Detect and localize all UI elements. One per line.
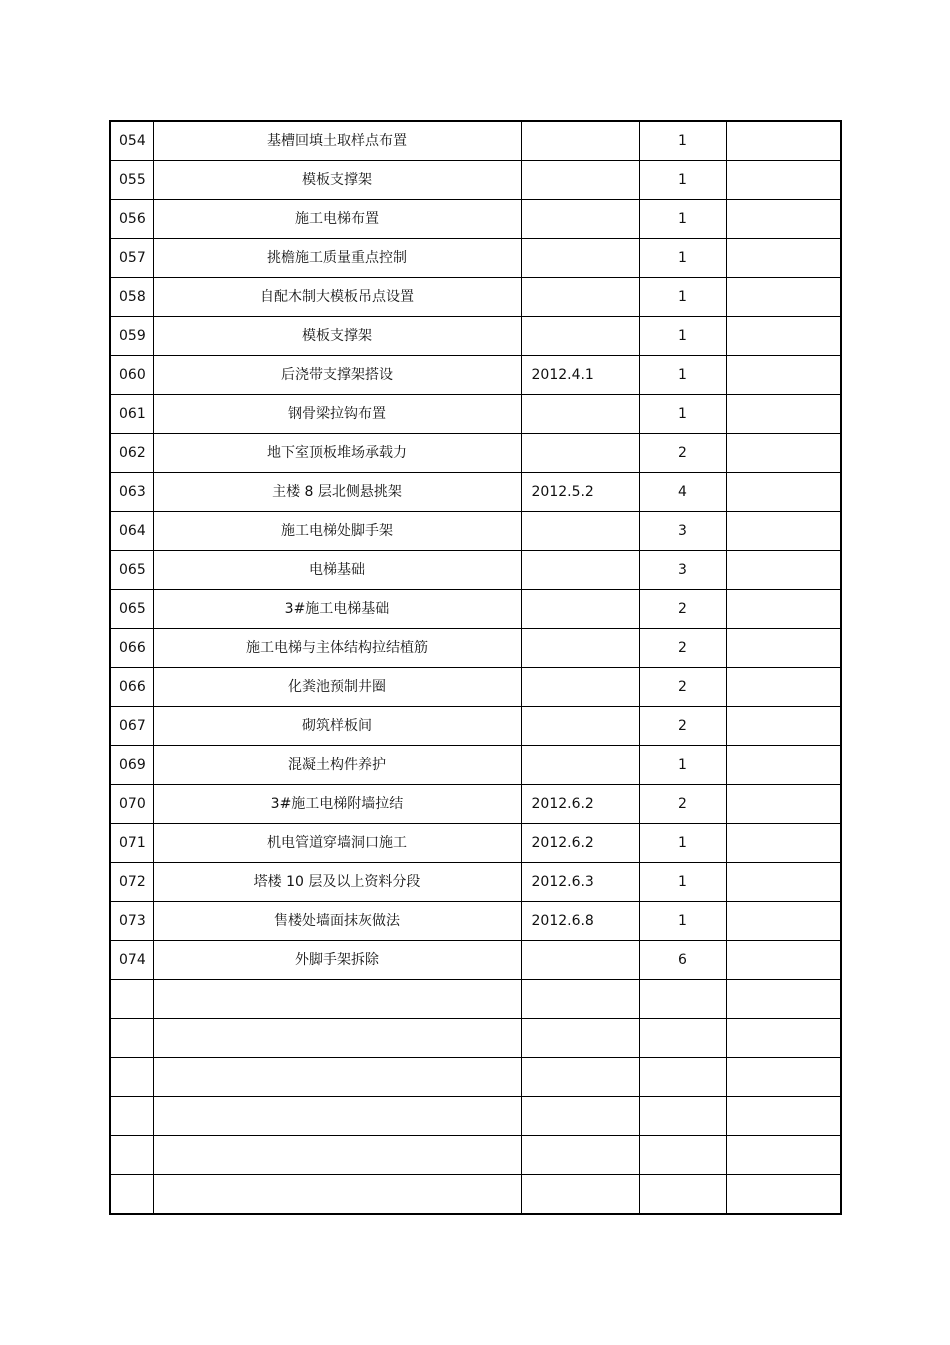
row-note-cell [726, 356, 841, 395]
row-pages-cell: 2 [639, 707, 726, 746]
row-title-cell: 主楼 8 层北侧悬挑架 [153, 473, 521, 512]
row-note-cell [726, 980, 841, 1019]
row-number-cell: 064 [110, 512, 153, 551]
row-date-cell [521, 668, 639, 707]
row-date-cell: 2012.6.3 [521, 863, 639, 902]
row-number-cell: 057 [110, 239, 153, 278]
row-date-cell [521, 121, 639, 161]
row-date-cell [521, 1175, 639, 1215]
row-number-cell: 062 [110, 434, 153, 473]
row-pages-cell: 1 [639, 395, 726, 434]
row-date-cell [521, 1019, 639, 1058]
row-date-cell [521, 629, 639, 668]
row-date-cell [521, 1058, 639, 1097]
row-pages-cell: 1 [639, 356, 726, 395]
row-pages-cell [639, 1136, 726, 1175]
row-date-cell: 2012.6.2 [521, 785, 639, 824]
row-pages-cell: 1 [639, 863, 726, 902]
row-title-cell: 模板支撑架 [153, 317, 521, 356]
row-pages-cell: 4 [639, 473, 726, 512]
row-number-cell: 054 [110, 121, 153, 161]
row-number-cell [110, 1058, 153, 1097]
row-pages-cell: 3 [639, 512, 726, 551]
row-title-cell: 模板支撑架 [153, 161, 521, 200]
row-date-cell [521, 551, 639, 590]
row-pages-cell: 1 [639, 317, 726, 356]
row-note-cell [726, 668, 841, 707]
row-note-cell [726, 278, 841, 317]
row-title-cell: 机电管道穿墙洞口施工 [153, 824, 521, 863]
row-number-cell [110, 1019, 153, 1058]
table-row [110, 668, 841, 707]
row-pages-cell [639, 1058, 726, 1097]
row-note-cell [726, 434, 841, 473]
row-pages-cell: 1 [639, 746, 726, 785]
table-row [110, 239, 841, 278]
row-date-cell [521, 980, 639, 1019]
row-date-cell: 2012.5.2 [521, 473, 639, 512]
row-number-cell: 059 [110, 317, 153, 356]
table-row-empty [110, 1097, 841, 1136]
row-number-cell [110, 980, 153, 1019]
table-row [110, 551, 841, 590]
row-date-cell [521, 707, 639, 746]
row-pages-cell: 2 [639, 629, 726, 668]
row-note-cell [726, 395, 841, 434]
row-number-cell: 066 [110, 629, 153, 668]
row-title-cell: 地下室顶板堆场承载力 [153, 434, 521, 473]
row-number-cell: 074 [110, 941, 153, 980]
row-date-cell: 2012.4.1 [521, 356, 639, 395]
row-note-cell [726, 1136, 841, 1175]
row-note-cell [726, 1097, 841, 1136]
row-number-cell: 063 [110, 473, 153, 512]
row-pages-cell: 1 [639, 200, 726, 239]
row-pages-cell: 2 [639, 785, 726, 824]
table-row [110, 121, 841, 161]
row-note-cell [726, 629, 841, 668]
row-pages-cell: 1 [639, 121, 726, 161]
record-table-body [110, 121, 841, 1214]
row-note-cell [726, 200, 841, 239]
row-title-cell: 电梯基础 [153, 551, 521, 590]
row-date-cell [521, 746, 639, 785]
row-note-cell [726, 824, 841, 863]
row-note-cell [726, 746, 841, 785]
row-pages-cell: 1 [639, 278, 726, 317]
row-number-cell [110, 1097, 153, 1136]
row-title-cell: 钢骨梁拉钩布置 [153, 395, 521, 434]
row-date-cell [521, 434, 639, 473]
row-title-cell: 砌筑样板间 [153, 707, 521, 746]
row-pages-cell: 6 [639, 941, 726, 980]
row-number-cell: 056 [110, 200, 153, 239]
row-title-cell: 施工电梯处脚手架 [153, 512, 521, 551]
row-note-cell [726, 590, 841, 629]
table-row [110, 317, 841, 356]
row-title-cell: 挑檐施工质量重点控制 [153, 239, 521, 278]
table-row-empty [110, 1058, 841, 1097]
table-row [110, 473, 841, 512]
row-title-cell: 后浇带支撑架搭设 [153, 356, 521, 395]
row-pages-cell [639, 980, 726, 1019]
row-pages-cell [639, 1097, 726, 1136]
row-title-cell: 3#施工电梯附墙拉结 [153, 785, 521, 824]
row-note-cell [726, 863, 841, 902]
row-number-cell: 066 [110, 668, 153, 707]
table-row-empty [110, 1175, 841, 1215]
row-note-cell [726, 902, 841, 941]
row-note-cell [726, 551, 841, 590]
row-date-cell [521, 395, 639, 434]
row-note-cell [726, 1019, 841, 1058]
table-row-empty [110, 1136, 841, 1175]
row-note-cell [726, 707, 841, 746]
row-title-cell: 施工电梯与主体结构拉结植筋 [153, 629, 521, 668]
row-date-cell [521, 317, 639, 356]
row-title-cell: 售楼处墙面抹灰做法 [153, 902, 521, 941]
row-number-cell: 065 [110, 551, 153, 590]
table-row [110, 863, 841, 902]
row-date-cell [521, 239, 639, 278]
row-title-cell [153, 1175, 521, 1215]
row-number-cell: 060 [110, 356, 153, 395]
table-row [110, 161, 841, 200]
row-note-cell [726, 1058, 841, 1097]
row-pages-cell: 1 [639, 239, 726, 278]
row-title-cell: 塔楼 10 层及以上资料分段 [153, 863, 521, 902]
table-row-empty [110, 980, 841, 1019]
row-note-cell [726, 512, 841, 551]
row-number-cell: 069 [110, 746, 153, 785]
table-row [110, 434, 841, 473]
table-row [110, 746, 841, 785]
row-title-cell: 3#施工电梯基础 [153, 590, 521, 629]
row-pages-cell: 1 [639, 902, 726, 941]
table-row [110, 512, 841, 551]
row-number-cell: 070 [110, 785, 153, 824]
row-note-cell [726, 317, 841, 356]
row-date-cell [521, 1097, 639, 1136]
row-note-cell [726, 161, 841, 200]
row-note-cell [726, 239, 841, 278]
table-row [110, 941, 841, 980]
row-title-cell [153, 1097, 521, 1136]
row-number-cell: 058 [110, 278, 153, 317]
row-date-cell [521, 200, 639, 239]
row-date-cell [521, 161, 639, 200]
row-pages-cell: 1 [639, 161, 726, 200]
row-pages-cell: 2 [639, 434, 726, 473]
row-number-cell: 073 [110, 902, 153, 941]
table-row [110, 278, 841, 317]
row-date-cell [521, 941, 639, 980]
row-pages-cell [639, 1175, 726, 1215]
row-title-cell [153, 1019, 521, 1058]
row-date-cell: 2012.6.2 [521, 824, 639, 863]
row-number-cell: 067 [110, 707, 153, 746]
table-row [110, 824, 841, 863]
row-title-cell [153, 980, 521, 1019]
row-title-cell: 混凝土构件养护 [153, 746, 521, 785]
row-date-cell [521, 1136, 639, 1175]
row-number-cell: 072 [110, 863, 153, 902]
table-row [110, 629, 841, 668]
row-note-cell [726, 121, 841, 161]
row-pages-cell: 1 [639, 824, 726, 863]
row-title-cell: 基槽回填土取样点布置 [153, 121, 521, 161]
row-number-cell [110, 1175, 153, 1215]
table-row [110, 707, 841, 746]
row-date-cell [521, 278, 639, 317]
row-number-cell: 065 [110, 590, 153, 629]
row-note-cell [726, 1175, 841, 1215]
row-number-cell: 055 [110, 161, 153, 200]
table-row [110, 785, 841, 824]
row-date-cell: 2012.6.8 [521, 902, 639, 941]
record-table [109, 120, 842, 1215]
table-row [110, 902, 841, 941]
row-pages-cell [639, 1019, 726, 1058]
row-title-cell: 外脚手架拆除 [153, 941, 521, 980]
row-number-cell [110, 1136, 153, 1175]
row-date-cell [521, 512, 639, 551]
row-number-cell: 071 [110, 824, 153, 863]
row-note-cell [726, 473, 841, 512]
row-title-cell: 化粪池预制井圈 [153, 668, 521, 707]
table-row [110, 590, 841, 629]
table-row-empty [110, 1019, 841, 1058]
row-title-cell: 施工电梯布置 [153, 200, 521, 239]
table-row [110, 356, 841, 395]
table-row [110, 200, 841, 239]
document-page [109, 120, 840, 1215]
row-pages-cell: 3 [639, 551, 726, 590]
row-title-cell: 自配木制大模板吊点设置 [153, 278, 521, 317]
row-date-cell [521, 590, 639, 629]
row-number-cell: 061 [110, 395, 153, 434]
row-title-cell [153, 1136, 521, 1175]
row-note-cell [726, 941, 841, 980]
row-note-cell [726, 785, 841, 824]
row-pages-cell: 2 [639, 590, 726, 629]
row-pages-cell: 2 [639, 668, 726, 707]
table-row [110, 395, 841, 434]
row-title-cell [153, 1058, 521, 1097]
